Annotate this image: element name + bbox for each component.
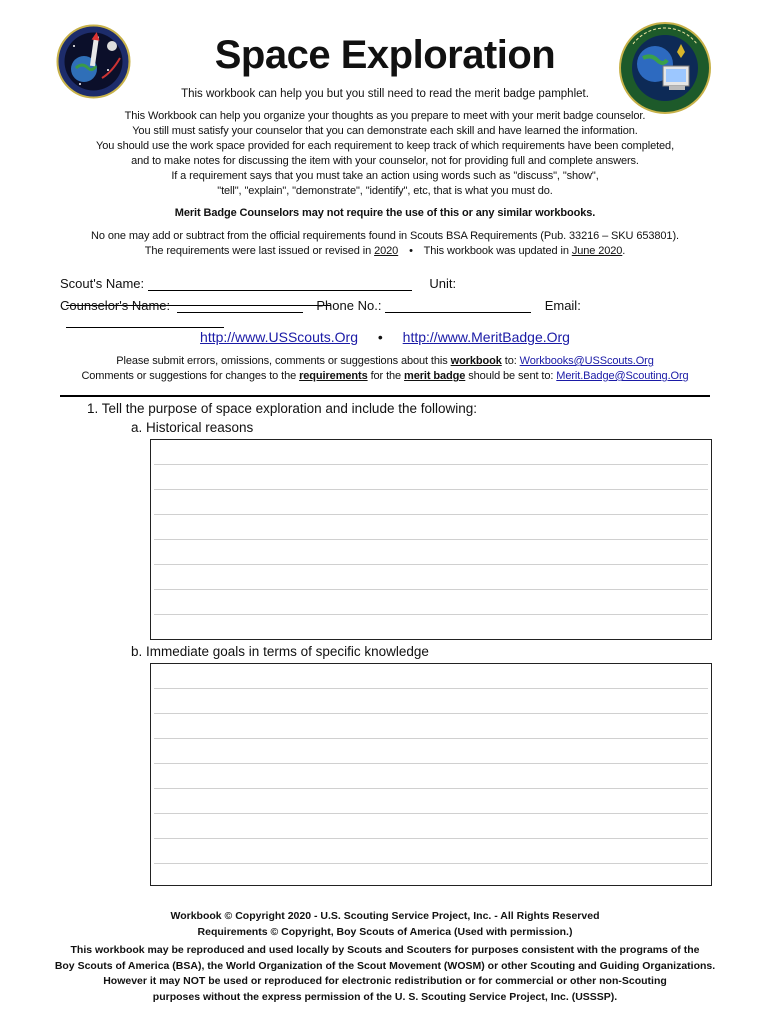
revision-line xyxy=(0,244,770,259)
page-title: Space Exploration xyxy=(214,33,556,77)
submit-text: for the xyxy=(370,370,402,382)
submit-text: should be sent to: xyxy=(468,370,554,382)
requirement-1a: a. Historical reasons xyxy=(131,420,254,435)
intro-line: If a requirement says that you must take an action using words such as "discuss", "show", xyxy=(171,170,599,182)
phone-label: Phone No.: xyxy=(316,298,382,313)
footer-license-line: purposes without the express permission of the U. S. Scouting Service Project, Inc. (USSSP). xyxy=(152,990,618,1003)
submit-text: Comments or suggestions for changes to the xyxy=(81,370,297,382)
counselor-name-field[interactable] xyxy=(177,298,303,313)
ruled-line xyxy=(154,739,708,764)
counselor-fields-row xyxy=(60,298,712,328)
intro-line: You still must satisfy your counselor that you can demonstrate each skill and have learned the information. xyxy=(132,125,638,137)
footer-license-line: However it may NOT be used or reproduced for electronic redistribution or for commercial or other non-Scouting xyxy=(103,975,667,987)
official-requirements-line: No one may add or subtract from the official requirements found in Scouts BSA Requirements (Pub. 33216 – SKU 653801). xyxy=(91,230,679,242)
intro-line: This Workbook can help you organize your thoughts as you prepare to meet with your merit badge counselor. xyxy=(124,110,646,122)
footer-license-line: Boy Scouts of America (BSA), the World Organization of the Scout Movement (WOSM) or other Scouting and Guiding Organizations. xyxy=(54,959,716,972)
counselor-note: Merit Badge Counselors may not require the use of this or any similar workbooks. xyxy=(174,207,596,219)
revision-prefix: The requirements were last issued or revised in xyxy=(144,245,372,257)
submit-text: to: xyxy=(504,355,517,367)
phone-field[interactable] xyxy=(385,298,531,313)
submit-line-2 xyxy=(0,369,770,384)
bullet: • xyxy=(377,329,383,345)
updated-prefix: This workbook was updated in xyxy=(423,245,569,257)
page-subtitle: This workbook can help you but you still need to read the merit badge pamphlet. xyxy=(181,88,589,100)
ruled-line xyxy=(154,590,708,615)
unit-label: Unit: xyxy=(429,276,457,291)
requirement-1: 1. Tell the purpose of space exploration and include the following: xyxy=(87,401,478,416)
requirement-1b: b. Immediate goals in terms of specific knowledge xyxy=(131,644,429,659)
footer-copyright: Workbook © Copyright 2020 - U.S. Scouting Service Project, Inc. - All Rights Reserved xyxy=(170,910,600,922)
ruled-line xyxy=(154,515,708,540)
section-divider xyxy=(60,395,710,397)
intro-line: You should use the work space provided for each requirement to keep track of which requirements have been completed, xyxy=(95,140,675,152)
intro-text xyxy=(0,109,770,199)
counselor-name-label: Counselor's Name: xyxy=(60,298,171,313)
submit-requirements-word: requirements xyxy=(299,370,368,382)
ruled-line xyxy=(154,490,708,515)
intro-line: "tell", "explain", "demonstrate", "identify", etc, that is what you must do. xyxy=(217,185,553,197)
answer-box-1b[interactable] xyxy=(150,663,712,886)
ruled-line xyxy=(154,565,708,590)
ruled-line xyxy=(154,689,708,714)
footer-license-line: This workbook may be reproduced and used locally by Scouts and Scouters for purposes consistent with the programs of the xyxy=(70,944,700,956)
footer xyxy=(0,909,770,1005)
ruled-line xyxy=(154,714,708,739)
merit-badge-email-link[interactable]: Merit.Badge@Scouting.Org xyxy=(556,370,689,382)
updated-date: June 2020 xyxy=(571,245,623,257)
submit-merit-badge-word: merit badge xyxy=(404,370,466,382)
ruled-line xyxy=(154,540,708,565)
ruled-line xyxy=(154,465,708,490)
ruled-line xyxy=(154,764,708,789)
usscouts-link[interactable]: http://www.USScouts.Org xyxy=(200,329,358,345)
submit-text: Please submit errors, omissions, comments or suggestions about this xyxy=(116,355,448,367)
meritbadge-link[interactable]: http://www.MeritBadge.Org xyxy=(402,329,570,345)
ruled-line xyxy=(154,440,708,465)
bullet: • xyxy=(409,245,413,257)
ruled-line xyxy=(154,839,708,864)
answer-box-1a[interactable] xyxy=(150,439,712,640)
scout-name-field[interactable] xyxy=(148,276,412,291)
submit-workbook-word: workbook xyxy=(450,355,502,367)
footer-requirements-copyright: Requirements © Copyright, Boy Scouts of America (Used with permission.) xyxy=(197,925,573,938)
intro-line: and to make notes for discussing the item with your counselor, not for providing full and complete answers. xyxy=(131,155,639,167)
submit-line-1 xyxy=(0,354,770,369)
revision-suffix: . xyxy=(622,245,626,257)
links-row xyxy=(0,329,770,345)
ruled-line xyxy=(154,789,708,814)
ruled-line xyxy=(154,814,708,839)
revision-year: 2020 xyxy=(374,245,399,257)
ruled-line xyxy=(154,664,708,689)
email-field[interactable] xyxy=(66,313,224,328)
email-label: Email: xyxy=(544,298,581,313)
workbooks-email-link[interactable]: Workbooks@USScouts.Org xyxy=(519,355,654,367)
scout-name-label: Scout's Name: xyxy=(60,276,145,291)
